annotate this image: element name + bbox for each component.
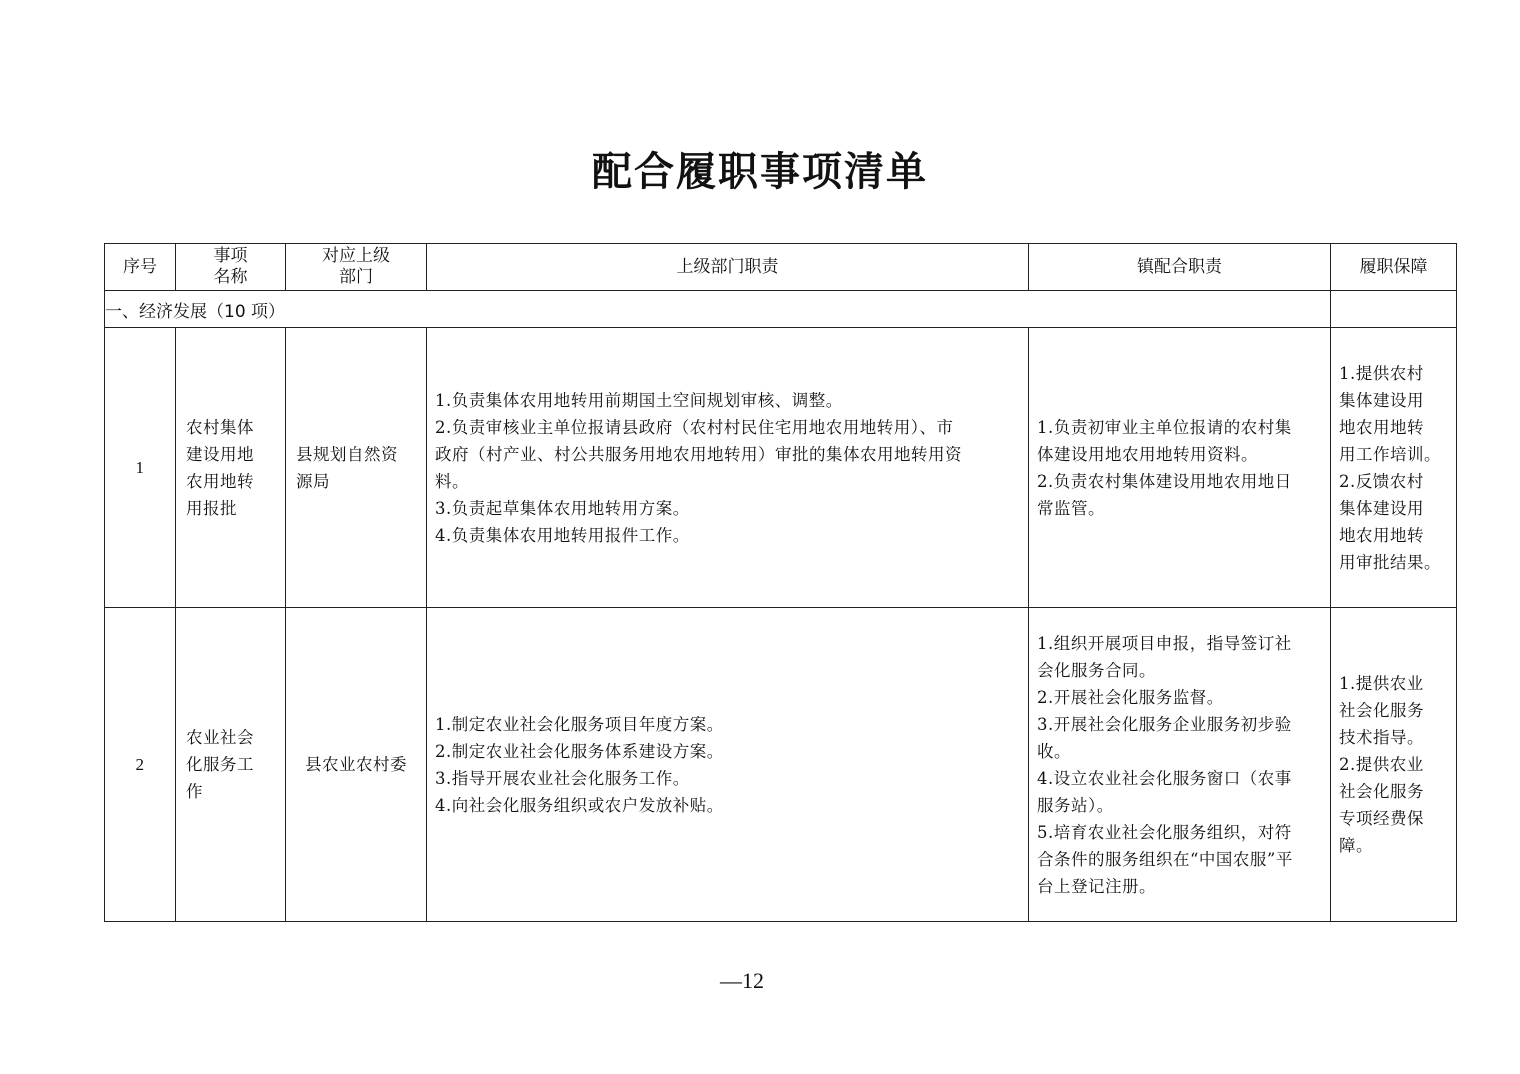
row-guarantee-line: 集体建设用 <box>1339 498 1424 518</box>
row-duty-line: 4.负责集体农用地转用报件工作。 <box>435 525 690 545</box>
row-duty-line: 4.向社会化服务组织或农户发放补贴。 <box>435 795 724 815</box>
row-guarantee-line: 集体建设用 <box>1339 390 1424 410</box>
row-duty <box>427 328 1029 608</box>
row-town <box>1029 328 1331 608</box>
row-guarantee-line: 社会化服务 <box>1339 701 1424 720</box>
header-dept <box>286 244 427 291</box>
header-name-line1: 事项 <box>213 246 248 266</box>
page-title: 配合履职事项清单 <box>592 148 928 195</box>
row-guarantee-line: 用工作培训。 <box>1339 444 1441 464</box>
row-town-line: 5.培育农业社会化服务组织，对符 <box>1037 822 1292 842</box>
row-guarantee-line: 地农用地转 <box>1339 525 1424 545</box>
row-name-line: 化服务工 <box>186 755 254 774</box>
row-town-line: 3.开展社会化服务企业服务初步验 <box>1037 714 1292 734</box>
row-guarantee-line: 2.提供农业 <box>1339 755 1424 774</box>
row-guarantee-line: 专项经费保 <box>1339 809 1424 828</box>
row-guarantee-line: 技术指导。 <box>1339 728 1424 747</box>
row-guarantee-line: 社会化服务 <box>1339 782 1424 801</box>
row-name-line: 农业社会 <box>186 728 254 747</box>
row-town-line: 1.负责初审业主单位报请的农村集 <box>1037 417 1292 437</box>
row-duty-line: 政府（村产业、村公共服务用地农用地转用）审批的集体农用地转用资 <box>435 444 962 464</box>
row-town-line: 2.开展社会化服务监督。 <box>1037 687 1224 707</box>
row-name-line: 农村集体 <box>186 417 254 437</box>
header-town: 镇配合职责 <box>1029 244 1331 291</box>
row-guarantee-line: 2.反馈农村 <box>1339 471 1424 491</box>
row-dept-line: 县农业农村委 <box>305 755 407 774</box>
row-guarantee-line: 1.提供农业 <box>1339 674 1424 693</box>
header-no: 序号 <box>105 244 176 291</box>
section-empty-cell <box>1331 291 1457 328</box>
row-guarantee <box>1331 328 1457 608</box>
row-name <box>176 608 286 922</box>
table-header-row <box>105 244 1457 291</box>
row-duty <box>427 608 1029 922</box>
row-town <box>1029 608 1331 922</box>
row-no: 2 <box>105 608 176 922</box>
page-number: —12 <box>720 968 764 993</box>
header-name <box>176 244 286 291</box>
row-town-line: 合条件的服务组织在“中国农服”平 <box>1037 849 1293 869</box>
duty-table <box>104 243 1457 922</box>
row-name <box>176 328 286 608</box>
row-guarantee-line: 1.提供农村 <box>1339 363 1424 383</box>
section-row <box>105 291 1457 328</box>
header-duty: 上级部门职责 <box>427 244 1029 291</box>
row-name-line: 农用地转 <box>186 471 254 491</box>
row-name-line: 用报批 <box>186 498 237 518</box>
header-guarantee: 履职保障 <box>1331 244 1457 291</box>
row-town-line: 收。 <box>1037 741 1071 761</box>
row-duty-line: 1.负责集体农用地转用前期国土空间规划审核、调整。 <box>435 390 843 410</box>
row-duty-line: 3.指导开展农业社会化服务工作。 <box>435 768 690 788</box>
row-name-line: 建设用地 <box>186 444 254 464</box>
row-town-line: 2.负责农村集体建设用地农用地日 <box>1037 471 1292 491</box>
section-label: 一、经济发展（10 项） <box>105 291 1331 328</box>
row-dept-line: 源局 <box>296 471 330 491</box>
row-guarantee <box>1331 608 1457 922</box>
row-town-line: 会化服务合同。 <box>1037 660 1156 680</box>
row-dept-line: 县规划自然资 <box>296 444 398 464</box>
row-dept <box>286 608 427 922</box>
row-town-line: 常监管。 <box>1037 498 1105 518</box>
row-guarantee-line: 障。 <box>1339 836 1373 855</box>
row-town-line: 4.设立农业社会化服务窗口（农事 <box>1037 768 1292 788</box>
row-duty-line: 2.负责审核业主单位报请县政府（农村村民住宅用地农用地转用）、市 <box>435 417 954 437</box>
row-guarantee-line: 用审批结果。 <box>1339 552 1441 572</box>
row-name-line: 作 <box>186 782 203 801</box>
table-row <box>105 608 1457 922</box>
row-duty-line: 料。 <box>435 471 469 491</box>
row-dept <box>286 328 427 608</box>
row-town-line: 体建设用地农用地转用资料。 <box>1037 444 1258 464</box>
header-dept-line2: 部门 <box>339 267 373 287</box>
row-no: 1 <box>105 328 176 608</box>
row-duty-line: 3.负责起草集体农用地转用方案。 <box>435 498 690 518</box>
row-duty-line: 1.制定农业社会化服务项目年度方案。 <box>435 714 724 734</box>
row-town-line: 1.组织开展项目申报，指导签订社 <box>1037 633 1292 653</box>
row-duty-line: 2.制定农业社会化服务体系建设方案。 <box>435 741 724 761</box>
row-town-line: 台上登记注册。 <box>1037 876 1156 896</box>
header-name-line2: 名称 <box>213 267 248 287</box>
row-guarantee-line: 地农用地转 <box>1339 417 1424 437</box>
table-row <box>105 328 1457 608</box>
header-dept-line1: 对应上级 <box>322 246 390 266</box>
row-town-line: 服务站）。 <box>1037 795 1114 815</box>
